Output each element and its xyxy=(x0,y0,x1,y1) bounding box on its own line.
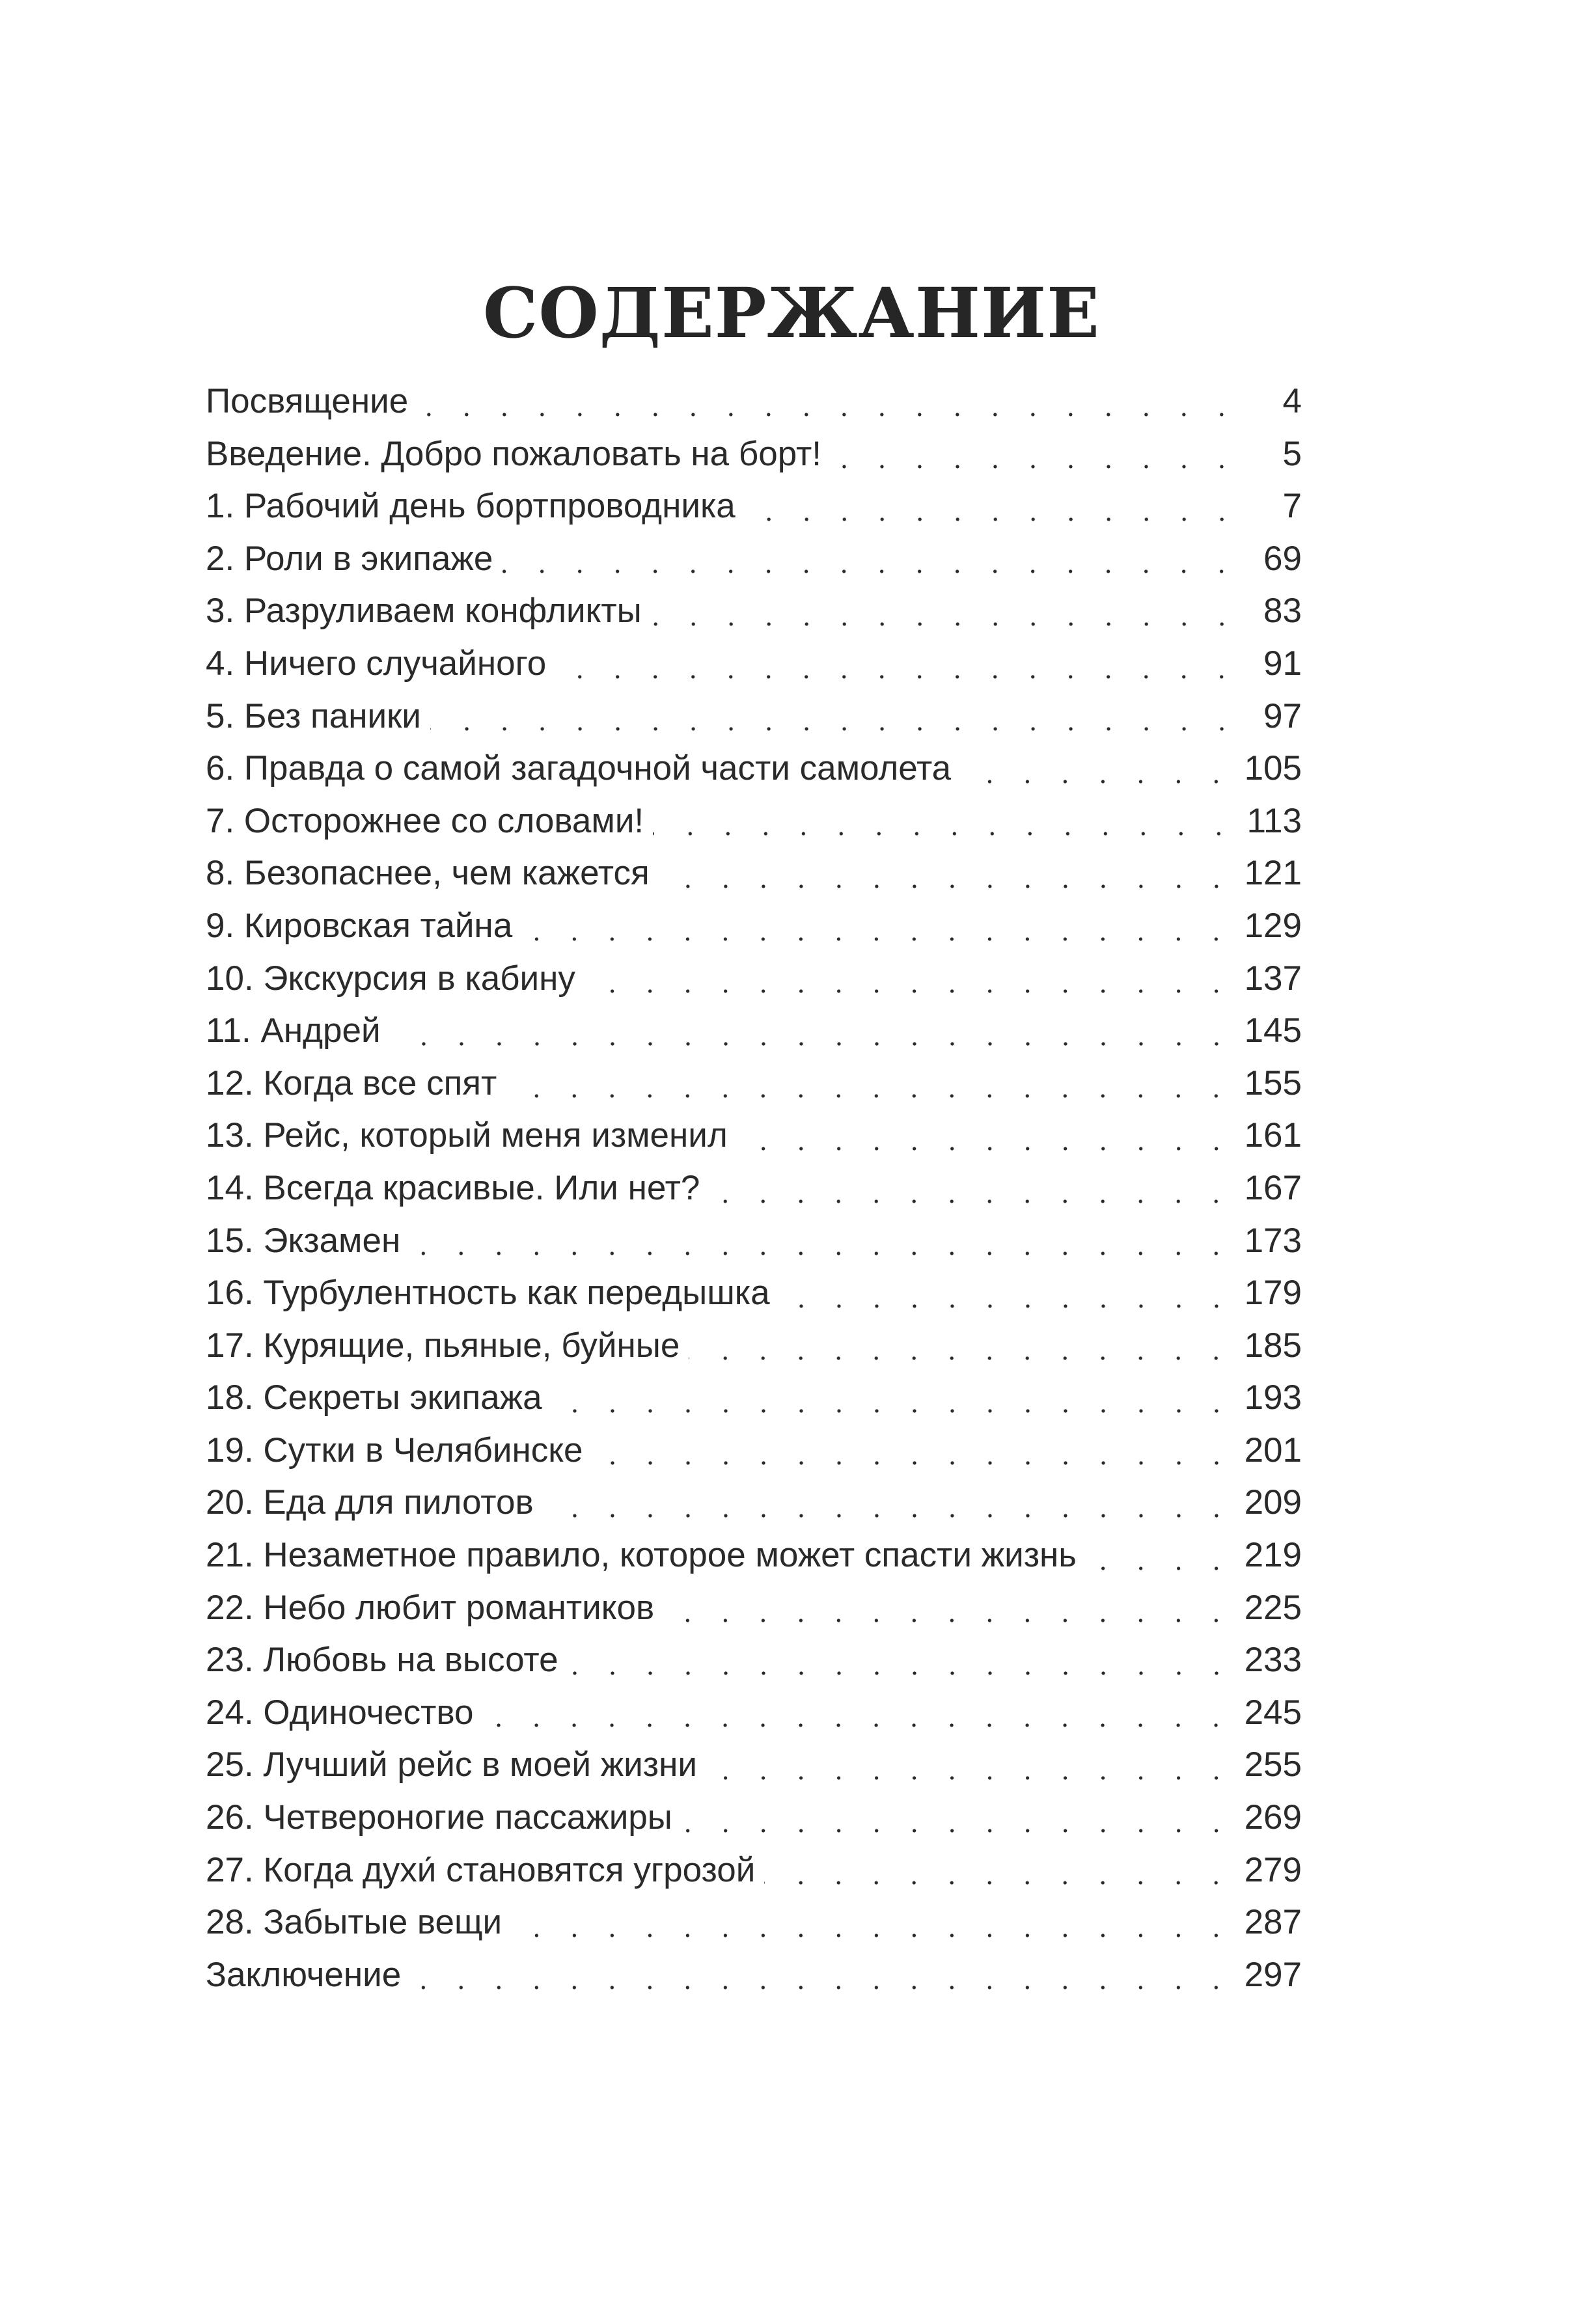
toc-entry-title: 10. Экскурсия в кабину xyxy=(206,959,575,998)
toc-entry xyxy=(206,1739,1302,1792)
toc-entry-title: 12. Когда все спят xyxy=(206,1063,497,1102)
toc-entry-title: 8. Безопаснее, чем кажется xyxy=(206,854,650,893)
toc-page-number: 269 xyxy=(1244,1798,1302,1837)
toc-entry xyxy=(206,900,1302,953)
dot-leader xyxy=(551,1409,1235,1413)
dot-leader xyxy=(663,1619,1235,1622)
toc-entry-title: 19. Сутки в Челябинске xyxy=(206,1430,583,1470)
toc-entry xyxy=(206,1320,1302,1373)
toc-entry-title: 27. Когда духи́ становятся угрозой xyxy=(206,1850,756,1889)
dot-leader xyxy=(745,517,1241,521)
toc-entry-title: 24. Одиночество xyxy=(206,1693,474,1732)
toc-entry-title: Введение. Добро пожаловать на борт! xyxy=(206,434,822,473)
toc-page-number: 129 xyxy=(1244,906,1302,945)
toc-entry xyxy=(206,1058,1302,1110)
toc-page-number: 113 xyxy=(1246,801,1302,840)
dot-leader xyxy=(689,1356,1235,1360)
toc-entry xyxy=(206,1582,1302,1635)
toc-page-number: 185 xyxy=(1244,1326,1302,1365)
dot-leader xyxy=(410,1986,1235,1989)
toc-page-number: 145 xyxy=(1244,1011,1302,1050)
toc-entry xyxy=(206,1844,1302,1897)
toc-entry-title: 17. Курящие, пьяные, буйные xyxy=(206,1326,680,1365)
toc-entry-title: 18. Секреты экипажа xyxy=(206,1378,542,1417)
toc-page-number: 193 xyxy=(1244,1378,1302,1417)
toc-entry-title: 25. Лучший рейс в моей жизни xyxy=(206,1745,697,1784)
dot-leader xyxy=(521,937,1235,941)
toc-page-number: 209 xyxy=(1244,1483,1302,1522)
dot-leader xyxy=(390,1042,1235,1046)
toc-entry xyxy=(206,690,1302,743)
toc-page-number: 4 xyxy=(1282,382,1302,420)
dot-leader xyxy=(651,622,1241,626)
toc-entry xyxy=(206,1110,1302,1162)
toc-entry xyxy=(206,533,1302,586)
toc-page-number: 161 xyxy=(1244,1116,1302,1155)
toc-entry xyxy=(206,1477,1302,1529)
toc-page-number: 173 xyxy=(1244,1221,1302,1260)
toc-page-number: 69 xyxy=(1263,539,1302,578)
dot-leader xyxy=(568,1671,1235,1675)
table-of-contents xyxy=(206,376,1302,2001)
toc-page-number: 233 xyxy=(1244,1641,1302,1680)
dot-leader xyxy=(737,1147,1235,1151)
toc-entry xyxy=(206,428,1302,481)
dot-leader xyxy=(511,1934,1235,1937)
toc-entry xyxy=(206,585,1302,638)
toc-entry-title: 9. Кировская тайна xyxy=(206,906,513,945)
toc-entry xyxy=(206,1005,1302,1058)
toc-entry-title: 23. Любовь на высоте xyxy=(206,1641,558,1680)
toc-page-number: 287 xyxy=(1244,1903,1302,1942)
toc-entry-title: 1. Рабочий день бортпроводника xyxy=(206,487,736,526)
toc-page-number: 179 xyxy=(1244,1274,1302,1313)
toc-entry xyxy=(206,1267,1302,1320)
toc-entry xyxy=(206,953,1302,1005)
dot-leader xyxy=(653,832,1237,836)
toc-entry xyxy=(206,1215,1302,1268)
toc-entry xyxy=(206,795,1302,848)
dot-leader xyxy=(709,1199,1235,1203)
dot-leader xyxy=(585,989,1235,993)
toc-page-number: 225 xyxy=(1244,1588,1302,1627)
toc-entry-title: Заключение xyxy=(206,1955,402,1994)
toc-entry-title: 16. Турбулентность как передышка xyxy=(206,1274,770,1313)
toc-entry-title: 28. Забытые вещи xyxy=(206,1903,502,1942)
dot-leader xyxy=(592,1461,1235,1465)
toc-entry-title: 11. Андрей xyxy=(206,1011,381,1050)
toc-entry-title: 6. Правда о самой загадочной части самолета xyxy=(206,749,952,788)
toc-entry xyxy=(206,1425,1302,1477)
dot-leader xyxy=(417,413,1241,417)
toc-entry-title: 3. Разруливаем конфликты xyxy=(206,592,642,631)
dot-leader xyxy=(960,780,1235,784)
toc-entry-title: 14. Всегда красивые. Или нет? xyxy=(206,1168,700,1207)
dot-leader xyxy=(764,1881,1235,1885)
dot-leader xyxy=(482,1723,1235,1727)
toc-page-number: 121 xyxy=(1244,854,1302,893)
toc-page-number: 279 xyxy=(1244,1850,1302,1889)
toc-entry-title: 5. Без паники xyxy=(206,696,421,735)
toc-entry-title: 4. Ничего случайного xyxy=(206,644,547,683)
toc-page-number: 245 xyxy=(1244,1693,1302,1732)
toc-page-number: 83 xyxy=(1263,592,1302,631)
toc-entry-title: 26. Четвероногие пассажиры xyxy=(206,1798,672,1837)
toc-entry xyxy=(206,480,1302,533)
toc-page-number: 155 xyxy=(1244,1063,1302,1102)
toc-page-number: 297 xyxy=(1244,1955,1302,1994)
toc-entry-title: 7. Осторожнее со словами! xyxy=(206,801,644,840)
toc-page-number: 97 xyxy=(1263,696,1302,735)
dot-leader xyxy=(543,1514,1235,1518)
toc-entry xyxy=(206,743,1302,795)
toc-entry xyxy=(206,1634,1302,1687)
toc-entry-title: 22. Небо любит романтиков xyxy=(206,1588,655,1627)
dot-leader xyxy=(831,465,1241,469)
toc-entry xyxy=(206,1372,1302,1425)
dot-leader xyxy=(706,1776,1235,1780)
dot-leader xyxy=(430,727,1241,731)
dot-leader xyxy=(779,1304,1235,1308)
toc-entry xyxy=(206,638,1302,690)
toc-entry-title: 20. Еда для пилотов xyxy=(206,1483,534,1522)
toc-page-number: 5 xyxy=(1282,434,1302,473)
toc-page-number: 201 xyxy=(1244,1430,1302,1470)
toc-entry-title: Посвящение xyxy=(206,382,409,420)
toc-entry-title: 21. Незаметное правило, которое может спасти жизнь xyxy=(206,1536,1077,1575)
toc-entry xyxy=(206,376,1302,428)
toc-page-number: 219 xyxy=(1244,1536,1302,1575)
toc-entry xyxy=(206,1949,1302,2002)
toc-page-number: 91 xyxy=(1263,644,1302,683)
toc-entry-title: 13. Рейс, который меня изменил xyxy=(206,1116,728,1155)
toc-page-number: 105 xyxy=(1244,749,1302,788)
toc-entry xyxy=(206,1896,1302,1949)
toc-page-number: 137 xyxy=(1244,959,1302,998)
toc-entry xyxy=(206,1687,1302,1740)
toc-entry xyxy=(206,1529,1302,1582)
dot-leader xyxy=(555,675,1241,679)
toc-entry-title: 15. Экзамен xyxy=(206,1221,401,1260)
toc-page-number: 7 xyxy=(1282,487,1302,526)
toc-entry xyxy=(206,1162,1302,1215)
toc-entry xyxy=(206,847,1302,900)
page-title: СОДЕРЖАНИЕ xyxy=(483,272,1100,353)
toc-entry-title: 2. Роли в экипаже xyxy=(206,539,493,578)
dot-leader xyxy=(681,1829,1235,1833)
dot-leader xyxy=(502,569,1241,573)
toc-entry xyxy=(206,1792,1302,1844)
toc-page-number: 255 xyxy=(1244,1745,1302,1784)
dot-leader xyxy=(1086,1566,1235,1570)
dot-leader xyxy=(409,1251,1235,1255)
toc-page-number: 167 xyxy=(1244,1168,1302,1207)
dot-leader xyxy=(659,884,1235,888)
dot-leader xyxy=(506,1094,1235,1098)
